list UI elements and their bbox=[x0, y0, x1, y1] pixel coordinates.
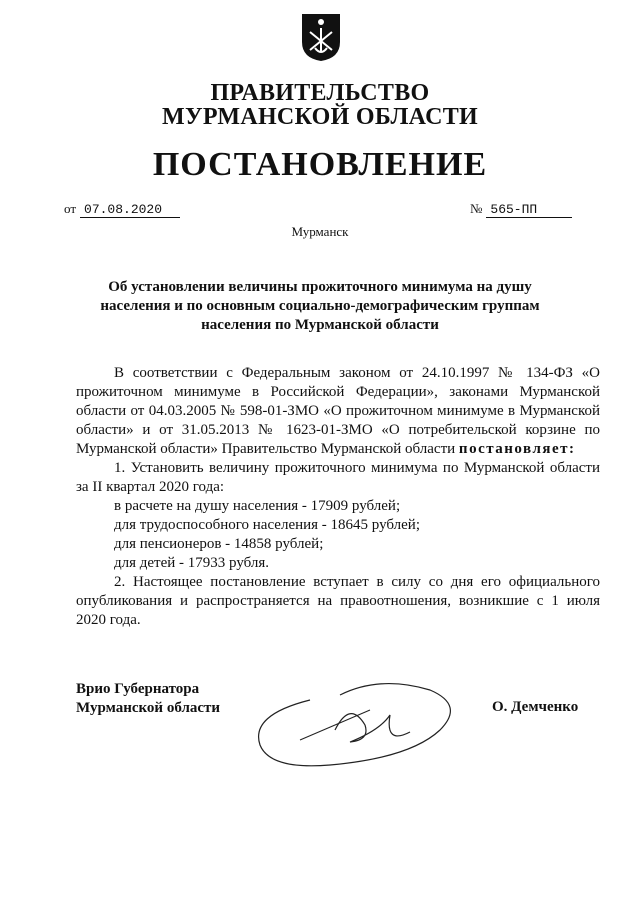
decree-subject bbox=[100, 278, 540, 335]
document-type-title: ПОСТАНОВЛЕНИЕ bbox=[152, 146, 488, 183]
position-line: Врио Губернатора bbox=[76, 681, 200, 697]
subject-line: Об установлении величины прожиточного минимума на душу bbox=[108, 279, 532, 295]
city: Мурманск bbox=[291, 224, 349, 239]
number-prefix: № bbox=[470, 201, 483, 216]
intro-text: В соответствии с Федеральным законом от 24.10.1997 № 134-ФЗ «О прожиточном минимуме в Российской Федерации», законами Мурманской области от 04.03.2005 № 598-01-ЗМО «О прожиточном минимуме в Мурманской области» и от 31.05.2013 № 1623-01-ЗМО «О потребительской корзине по Мурманской области» Правительство Мурманской области bbox=[76, 365, 600, 457]
number-block bbox=[470, 200, 572, 218]
document-number: 565-ПП bbox=[486, 202, 572, 218]
government-title-line2: МУРМАНСКОЙ ОБЛАСТИ bbox=[162, 104, 478, 130]
date-block bbox=[64, 200, 180, 218]
resolves-word: постановляет: bbox=[458, 441, 576, 457]
date-prefix: от bbox=[64, 201, 77, 216]
government-title-line1: ПРАВИТЕЛЬСТВО bbox=[210, 80, 430, 106]
subject-line: населения и по основным социально-демографическим группам bbox=[100, 298, 540, 314]
subject-line: населения по Мурманской области bbox=[201, 317, 439, 333]
list-item: в расчете на душу населения - 17909 рублей; bbox=[114, 498, 401, 514]
position-line: Мурманской области bbox=[76, 700, 221, 716]
decree-body bbox=[76, 364, 600, 630]
document-date: 07.08.2020 bbox=[80, 202, 180, 218]
list-item: для пенсионеров - 14858 рублей; bbox=[114, 536, 324, 552]
intro-paragraph bbox=[76, 364, 600, 459]
list-item: для детей - 17933 рубля. bbox=[114, 555, 270, 571]
murmansk-coat-of-arms-icon bbox=[300, 12, 342, 62]
signatory-name: О. Демченко bbox=[492, 699, 579, 715]
item-2: 2. Настоящее постановление вступает в силу со дня его официального опубликования и распространяется на правоотношения, возникшие с 1 июля 2020 года. bbox=[76, 574, 600, 628]
minimum-list bbox=[76, 497, 600, 573]
handwritten-signature bbox=[240, 670, 480, 785]
item-1: 1. Установить величину прожиточного минимума по Мурманской области за II квартал 2020 года: bbox=[76, 460, 600, 495]
signatory-position bbox=[76, 680, 220, 718]
list-item: для трудоспособного населения - 18645 рублей; bbox=[114, 517, 420, 533]
